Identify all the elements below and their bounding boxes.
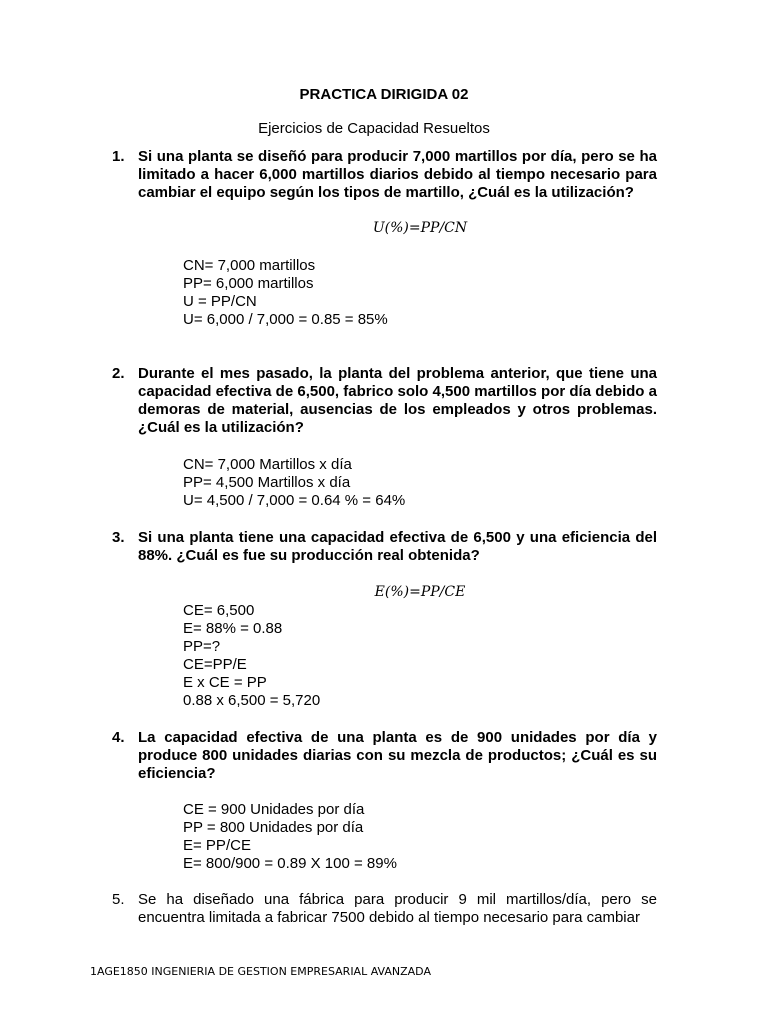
problem-number: 4.: [112, 729, 125, 746]
problem-4-solution: [183, 801, 397, 873]
page-footer: 1AGE1850 INGENIERIA DE GESTION EMPRESARIAL AVANZADA: [90, 965, 431, 978]
page-title: PRACTICA DIRIGIDA 02: [299, 86, 469, 103]
solution-line: E= 88% = 0.88: [183, 620, 283, 637]
problem-question: Si una planta se diseñó para producir 7,000 martillos por día, pero se ha limitado a hacer 6,000 martillos diarios debido al tiempo necesario para cambiar el equipo según los tipos de martillo, ¿Cuál es la utilización?: [138, 148, 657, 201]
problem-3-solution: [183, 602, 320, 710]
solution-line: CE=PP/E: [183, 656, 247, 673]
problem-question: Si una planta tiene una capacidad efectiva de 6,500 y una eficiencia del 88%. ¿Cuál es fue su producción real obtenida?: [138, 529, 657, 564]
solution-line: CN= 7,000 martillos: [183, 257, 316, 274]
problem-number: 5.: [112, 891, 125, 908]
problem-1-solution: [183, 257, 388, 329]
solution-line: PP=?: [183, 638, 221, 655]
efficiency-formula: E(%)=PP/CE: [374, 584, 466, 600]
problem-number: 3.: [112, 529, 125, 546]
problem-number: 1.: [112, 148, 125, 165]
solution-line: U= 6,000 / 7,000 = 0.85 = 85%: [183, 311, 388, 328]
problem-4: [112, 729, 657, 783]
problem-question: Durante el mes pasado, la planta del problema anterior, que tiene una capacidad efectiva de 6,500, fabrico solo 4,500 martillos por día debido a demoras de material, ausencias de los empleados y otros problemas. ¿Cuál es la utilización?: [138, 365, 657, 436]
problem-number: 2.: [112, 365, 125, 382]
solution-line: PP= 6,000 martillos: [183, 275, 314, 292]
solution-line: U = PP/CN: [183, 293, 257, 310]
solution-line: E= PP/CE: [183, 837, 251, 854]
solution-line: CE = 900 Unidades por día: [183, 801, 365, 818]
problem-2: [112, 365, 657, 437]
solution-line: 0.88 x 6,500 = 5,720: [183, 692, 321, 709]
problem-5: [112, 891, 657, 927]
page-subtitle: Ejercicios de Capacidad Resueltos: [258, 120, 490, 137]
problem-2-solution: [183, 456, 405, 510]
solution-line: PP= 4,500 Martillos x día: [183, 474, 351, 491]
solution-line: CE= 6,500: [183, 602, 255, 619]
solution-line: E= 800/900 = 0.89 X 100 = 89%: [183, 855, 397, 872]
solution-line: U= 4,500 / 7,000 = 0.64 % = 64%: [183, 492, 406, 509]
problem-question: La capacidad efectiva de una planta es de 900 unidades por día y produce 800 unidades diarias con su mezcla de productos; ¿Cuál es su eficiencia?: [138, 729, 657, 782]
solution-line: CN= 7,000 Martillos x día: [183, 456, 352, 473]
problem-1: [112, 148, 657, 202]
problem-question: Se ha diseñado una fábrica para producir 9 mil martillos/día, pero se encuentra limitada a fabricar 7500 debido al tiempo necesario para cambiar: [138, 891, 657, 926]
problem-3: [112, 529, 657, 565]
utilization-formula: U(%)=PP/CN: [372, 220, 468, 236]
solution-line: E x CE = PP: [183, 674, 267, 691]
solution-line: PP = 800 Unidades por día: [183, 819, 364, 836]
